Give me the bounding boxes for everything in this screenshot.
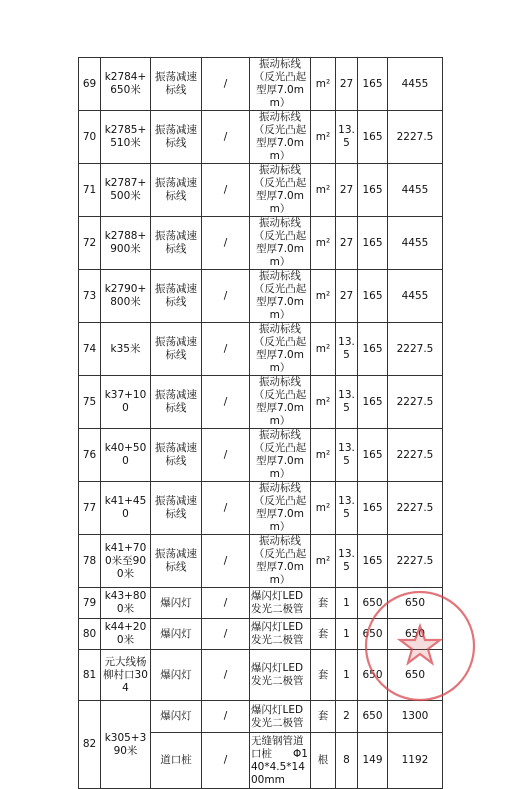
row-number: 75 (79, 376, 101, 429)
table-row (79, 164, 443, 217)
price-cell: 650 (358, 701, 388, 733)
slash-cell: / (202, 217, 250, 270)
slash-cell: / (202, 535, 250, 588)
unit-cell: 套 (311, 588, 336, 619)
table-row (79, 111, 443, 164)
quantity-cell: 1 (336, 650, 358, 701)
spec-cell: 无缝钢管道口桩 Φ140*4.5*1400mm (250, 733, 311, 789)
location-cell: k41+450 (101, 482, 151, 535)
total-cell: 1192 (388, 733, 443, 789)
total-cell: 2227.5 (388, 535, 443, 588)
item-name-cell: 振荡减速标线 (151, 429, 202, 482)
table-row (79, 650, 443, 701)
total-cell: 2227.5 (388, 111, 443, 164)
item-name-cell: 道口桩 (151, 733, 202, 789)
total-cell: 4455 (388, 164, 443, 217)
row-number: 77 (79, 482, 101, 535)
location-cell: k43+800米 (101, 588, 151, 619)
spec-cell: 爆闪灯LED发光二极管 (250, 650, 311, 701)
total-cell: 4455 (388, 270, 443, 323)
quantity-cell: 27 (336, 164, 358, 217)
item-name-cell: 爆闪灯 (151, 619, 202, 650)
slash-cell: / (202, 588, 250, 619)
row-number: 71 (79, 164, 101, 217)
row-number: 74 (79, 323, 101, 376)
table-row (79, 323, 443, 376)
table-row (79, 619, 443, 650)
location-cell: k2788+900米 (101, 217, 151, 270)
price-cell: 165 (358, 376, 388, 429)
spec-cell: 振动标线（反光凸起型厚7.0mm） (250, 535, 311, 588)
slash-cell: / (202, 270, 250, 323)
quantity-cell: 27 (336, 58, 358, 111)
spec-cell: 振动标线（反光凸起型厚7.0mm） (250, 111, 311, 164)
table-row (79, 376, 443, 429)
unit-cell: m² (311, 482, 336, 535)
spec-cell: 振动标线（反光凸起型厚7.0mm） (250, 58, 311, 111)
item-name-cell: 振荡减速标线 (151, 164, 202, 217)
unit-cell: m² (311, 164, 336, 217)
location-cell: 元大线杨柳村口304 (101, 650, 151, 701)
location-cell: k41+700米至900米 (101, 535, 151, 588)
unit-cell: 套 (311, 619, 336, 650)
quantity-cell: 13.5 (336, 323, 358, 376)
item-name-cell: 爆闪灯 (151, 701, 202, 733)
quantity-table (78, 57, 443, 789)
table-row (79, 535, 443, 588)
price-cell: 149 (358, 733, 388, 789)
row-number: 82 (79, 701, 101, 789)
total-cell: 2227.5 (388, 429, 443, 482)
total-cell: 2227.5 (388, 323, 443, 376)
item-name-cell: 振荡减速标线 (151, 376, 202, 429)
quantity-cell: 13.5 (336, 429, 358, 482)
quantity-cell: 27 (336, 217, 358, 270)
table-row (79, 482, 443, 535)
unit-cell: 套 (311, 650, 336, 701)
location-cell: k2784+650米 (101, 58, 151, 111)
spec-cell: 振动标线（反光凸起型厚7.0mm） (250, 270, 311, 323)
quantity-cell: 13.5 (336, 482, 358, 535)
row-number: 70 (79, 111, 101, 164)
table-row (79, 58, 443, 111)
total-cell: 1300 (388, 701, 443, 733)
price-cell: 165 (358, 429, 388, 482)
slash-cell: / (202, 323, 250, 376)
unit-cell: m² (311, 217, 336, 270)
table-row (79, 217, 443, 270)
spec-cell: 振动标线（反光凸起型厚7.0mm） (250, 376, 311, 429)
total-cell: 2227.5 (388, 482, 443, 535)
table-row (79, 701, 443, 733)
location-cell: k44+200米 (101, 619, 151, 650)
total-cell: 4455 (388, 217, 443, 270)
total-cell: 2227.5 (388, 376, 443, 429)
quantity-cell: 27 (336, 270, 358, 323)
price-cell: 650 (358, 588, 388, 619)
location-cell: k35米 (101, 323, 151, 376)
price-cell: 650 (358, 619, 388, 650)
slash-cell: / (202, 650, 250, 701)
item-name-cell: 振荡减速标线 (151, 58, 202, 111)
spec-cell: 振动标线（反光凸起型厚7.0mm） (250, 429, 311, 482)
item-name-cell: 振荡减速标线 (151, 482, 202, 535)
slash-cell: / (202, 164, 250, 217)
total-cell: 650 (388, 619, 443, 650)
table-row (79, 588, 443, 619)
table-row (79, 429, 443, 482)
location-cell: k37+100 (101, 376, 151, 429)
row-number: 81 (79, 650, 101, 701)
price-cell: 650 (358, 650, 388, 701)
price-cell: 165 (358, 217, 388, 270)
quantity-cell: 1 (336, 588, 358, 619)
row-number: 76 (79, 429, 101, 482)
slash-cell: / (202, 619, 250, 650)
table-row (79, 270, 443, 323)
price-cell: 165 (358, 270, 388, 323)
unit-cell: 根 (311, 733, 336, 789)
item-name-cell: 爆闪灯 (151, 588, 202, 619)
total-cell: 650 (388, 650, 443, 701)
quantity-cell: 13.5 (336, 111, 358, 164)
unit-cell: m² (311, 429, 336, 482)
item-name-cell: 振荡减速标线 (151, 535, 202, 588)
item-name-cell: 振荡减速标线 (151, 111, 202, 164)
row-number: 69 (79, 58, 101, 111)
total-cell: 650 (388, 588, 443, 619)
unit-cell: m² (311, 58, 336, 111)
unit-cell: m² (311, 111, 336, 164)
location-cell: k2790+800米 (101, 270, 151, 323)
unit-cell: m² (311, 270, 336, 323)
spec-cell: 振动标线（反光凸起型厚7.0mm） (250, 217, 311, 270)
spec-cell: 爆闪灯LED发光二极管 (250, 701, 311, 733)
price-cell: 165 (358, 58, 388, 111)
slash-cell: / (202, 733, 250, 789)
price-cell: 165 (358, 111, 388, 164)
item-name-cell: 爆闪灯 (151, 650, 202, 701)
slash-cell: / (202, 429, 250, 482)
item-name-cell: 振荡减速标线 (151, 323, 202, 376)
row-number: 79 (79, 588, 101, 619)
slash-cell: / (202, 58, 250, 111)
spec-cell: 爆闪灯LED发光二极管 (250, 588, 311, 619)
slash-cell: / (202, 376, 250, 429)
spec-cell: 振动标线（反光凸起型厚7.0mm） (250, 164, 311, 217)
item-name-cell: 振荡减速标线 (151, 217, 202, 270)
price-cell: 165 (358, 535, 388, 588)
location-cell: k2787+500米 (101, 164, 151, 217)
row-number: 72 (79, 217, 101, 270)
location-cell: k2785+510米 (101, 111, 151, 164)
slash-cell: / (202, 111, 250, 164)
quantity-cell: 2 (336, 701, 358, 733)
price-cell: 165 (358, 164, 388, 217)
item-name-cell: 振荡减速标线 (151, 270, 202, 323)
price-cell: 165 (358, 323, 388, 376)
spec-cell: 振动标线（反光凸起型厚7.0mm） (250, 323, 311, 376)
slash-cell: / (202, 701, 250, 733)
row-number: 73 (79, 270, 101, 323)
unit-cell: 套 (311, 701, 336, 733)
total-cell: 4455 (388, 58, 443, 111)
row-number: 78 (79, 535, 101, 588)
unit-cell: m² (311, 323, 336, 376)
slash-cell: / (202, 482, 250, 535)
quantity-cell: 1 (336, 619, 358, 650)
location-cell: k40+500 (101, 429, 151, 482)
unit-cell: m² (311, 535, 336, 588)
location-cell: k305+390米 (101, 701, 151, 789)
spec-cell: 爆闪灯LED发光二极管 (250, 619, 311, 650)
row-number: 80 (79, 619, 101, 650)
quantity-cell: 8 (336, 733, 358, 789)
price-cell: 165 (358, 482, 388, 535)
quantity-cell: 13.5 (336, 376, 358, 429)
unit-cell: m² (311, 376, 336, 429)
spec-cell: 振动标线（反光凸起型厚7.0mm） (250, 482, 311, 535)
quantity-cell: 13.5 (336, 535, 358, 588)
